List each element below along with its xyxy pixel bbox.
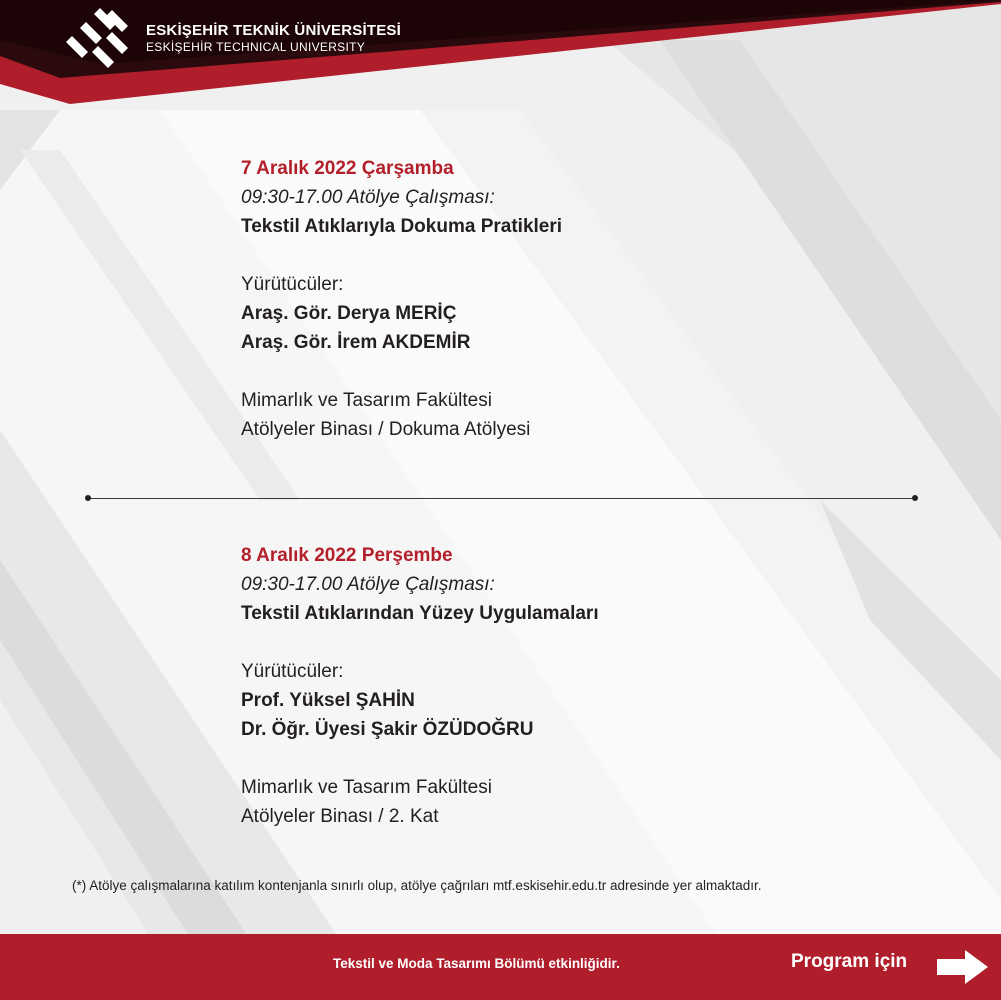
divider-dot-left — [85, 495, 91, 501]
location-building: Atölyeler Binası / Dokuma Atölyesi — [241, 419, 531, 440]
organizer-name: Araş. Gör. İrem AKDEMİR — [241, 332, 471, 353]
location-building: Atölyeler Binası / 2. Kat — [241, 806, 439, 827]
footnote: (*) Atölye çalışmalarına katılım kontenjanla sınırlı olup, atölye çağrıları mtf.eskisehir.edu.tr adresinde yer almaktadır. — [72, 878, 762, 893]
event-date: 8 Aralık 2022 Perşembe — [241, 545, 453, 566]
event-block-2 — [241, 541, 881, 831]
event-block-1 — [241, 154, 881, 444]
location-faculty: Mimarlık ve Tasarım Fakültesi — [241, 390, 492, 411]
footer-bar — [0, 934, 1001, 1000]
organizer-name: Araş. Gör. Derya MERİÇ — [241, 303, 457, 324]
program-link[interactable]: Program için — [791, 951, 908, 972]
arrow-right-icon[interactable] — [933, 947, 991, 987]
university-logo-icon — [66, 6, 134, 72]
section-divider — [88, 498, 915, 500]
location-faculty: Mimarlık ve Tasarım Fakültesi — [241, 777, 492, 798]
spacer — [241, 744, 881, 773]
university-name-english: ESKİŞEHİR TECHNICAL UNIVERSITY — [146, 40, 366, 54]
header-banner — [0, 0, 1001, 110]
divider-line — [88, 498, 915, 499]
spacer — [241, 628, 881, 657]
university-name-turkish: ESKİŞEHİR TEKNİK ÜNİVERSİTESİ — [146, 22, 402, 39]
spacer — [241, 357, 881, 386]
organizers-label: Yürütücüler: — [241, 274, 344, 295]
event-time: 09:30-17.00 Atölye Çalışması: — [241, 187, 495, 208]
organizer-name: Dr. Öğr. Üyesi Şakir ÖZÜDOĞRU — [241, 719, 534, 740]
event-title: Tekstil Atıklarıyla Dokuma Pratikleri — [241, 216, 563, 237]
divider-dot-right — [912, 495, 918, 501]
organizer-name: Prof. Yüksel ŞAHİN — [241, 690, 415, 711]
department-text: Tekstil ve Moda Tasarımı Bölümü etkinliğidir. — [333, 956, 620, 971]
event-date: 7 Aralık 2022 Çarşamba — [241, 158, 454, 179]
event-title: Tekstil Atıklarından Yüzey Uygulamaları — [241, 603, 599, 624]
event-time: 09:30-17.00 Atölye Çalışması: — [241, 574, 495, 595]
organizers-label: Yürütücüler: — [241, 661, 344, 682]
spacer — [241, 241, 881, 270]
